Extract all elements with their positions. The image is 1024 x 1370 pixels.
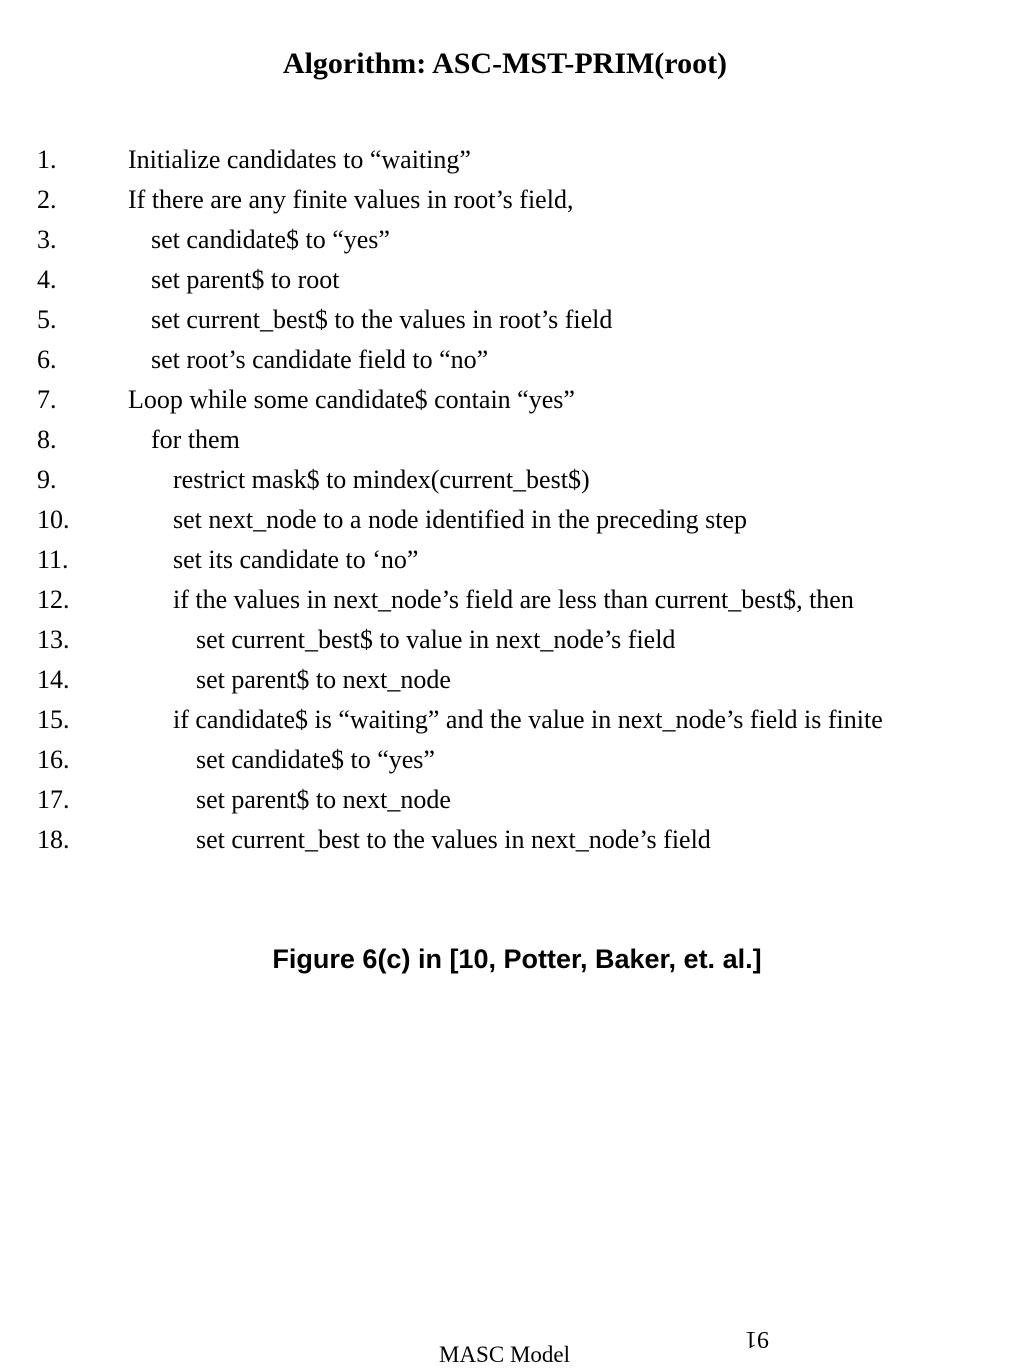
line-text: set current_best to the values in next_node’s field <box>196 825 711 854</box>
line-text: set current_best$ to the values in root’s field <box>151 305 613 334</box>
line-text: restrict mask$ to mindex(current_best$) <box>173 465 590 494</box>
algorithm-line <box>0 700 1024 740</box>
algorithm-line <box>0 260 1024 300</box>
algorithm-line <box>0 820 1024 860</box>
algorithm-line <box>0 460 1024 500</box>
line-number: 1. <box>37 145 57 174</box>
line-number: 18. <box>37 825 70 854</box>
page-number: 91 <box>745 1326 769 1352</box>
line-text: Initialize candidates to “waiting” <box>128 145 471 174</box>
algorithm-line <box>0 620 1024 660</box>
algorithm-line <box>0 580 1024 620</box>
line-number: 17. <box>37 785 70 814</box>
line-text: If there are any finite values in root’s field, <box>128 185 574 214</box>
algorithm-line <box>0 180 1024 220</box>
line-number: 6. <box>37 345 57 374</box>
line-number: 3. <box>37 225 57 254</box>
figure-caption: Figure 6(c) in [10, Potter, Baker, et. al.] <box>272 944 762 974</box>
line-number: 4. <box>37 265 57 294</box>
line-number: 7. <box>37 385 57 414</box>
line-text: for them <box>151 425 240 454</box>
algorithm-line <box>0 780 1024 820</box>
line-number: 12. <box>37 585 70 614</box>
line-text: if the values in next_node’s field are less than current_best$, then <box>173 585 854 614</box>
algorithm-line <box>0 540 1024 580</box>
algorithm-line <box>0 660 1024 700</box>
slide-title: Algorithm: ASC-MST-PRIM(root) <box>282 47 728 80</box>
line-number: 10. <box>37 505 70 534</box>
line-number: 8. <box>37 425 57 454</box>
algorithm-line <box>0 140 1024 180</box>
line-text: set parent$ to next_node <box>196 785 451 814</box>
line-number: 15. <box>37 705 70 734</box>
algorithm-line <box>0 740 1024 780</box>
line-text: if candidate$ is “waiting” and the value in next_node’s field is finite <box>173 705 883 734</box>
algorithm-line <box>0 300 1024 340</box>
line-text: set next_node to a node identified in the preceding step <box>173 505 747 534</box>
line-number: 13. <box>37 625 70 654</box>
line-text: set root’s candidate field to “no” <box>151 345 489 374</box>
line-number: 5. <box>37 305 57 334</box>
line-number: 9. <box>37 465 57 494</box>
line-number: 2. <box>37 185 57 214</box>
algorithm-listing <box>0 140 1024 860</box>
line-text: set current_best$ to value in next_node’s field <box>196 625 676 654</box>
line-text: set parent$ to root <box>151 265 340 294</box>
line-text: set parent$ to next_node <box>196 665 451 694</box>
footer-text: MASC Model <box>439 1342 570 1367</box>
line-number: 14. <box>37 665 70 694</box>
line-text: Loop while some candidate$ contain “yes” <box>128 385 575 414</box>
algorithm-line <box>0 340 1024 380</box>
line-number: 11. <box>37 545 69 574</box>
line-text: set candidate$ to “yes” <box>196 745 435 774</box>
algorithm-line <box>0 380 1024 420</box>
line-text: set its candidate to ‘no” <box>173 545 419 574</box>
line-number: 16. <box>37 745 70 774</box>
line-text: set candidate$ to “yes” <box>151 225 390 254</box>
algorithm-line <box>0 220 1024 260</box>
algorithm-line <box>0 420 1024 460</box>
algorithm-line <box>0 500 1024 540</box>
